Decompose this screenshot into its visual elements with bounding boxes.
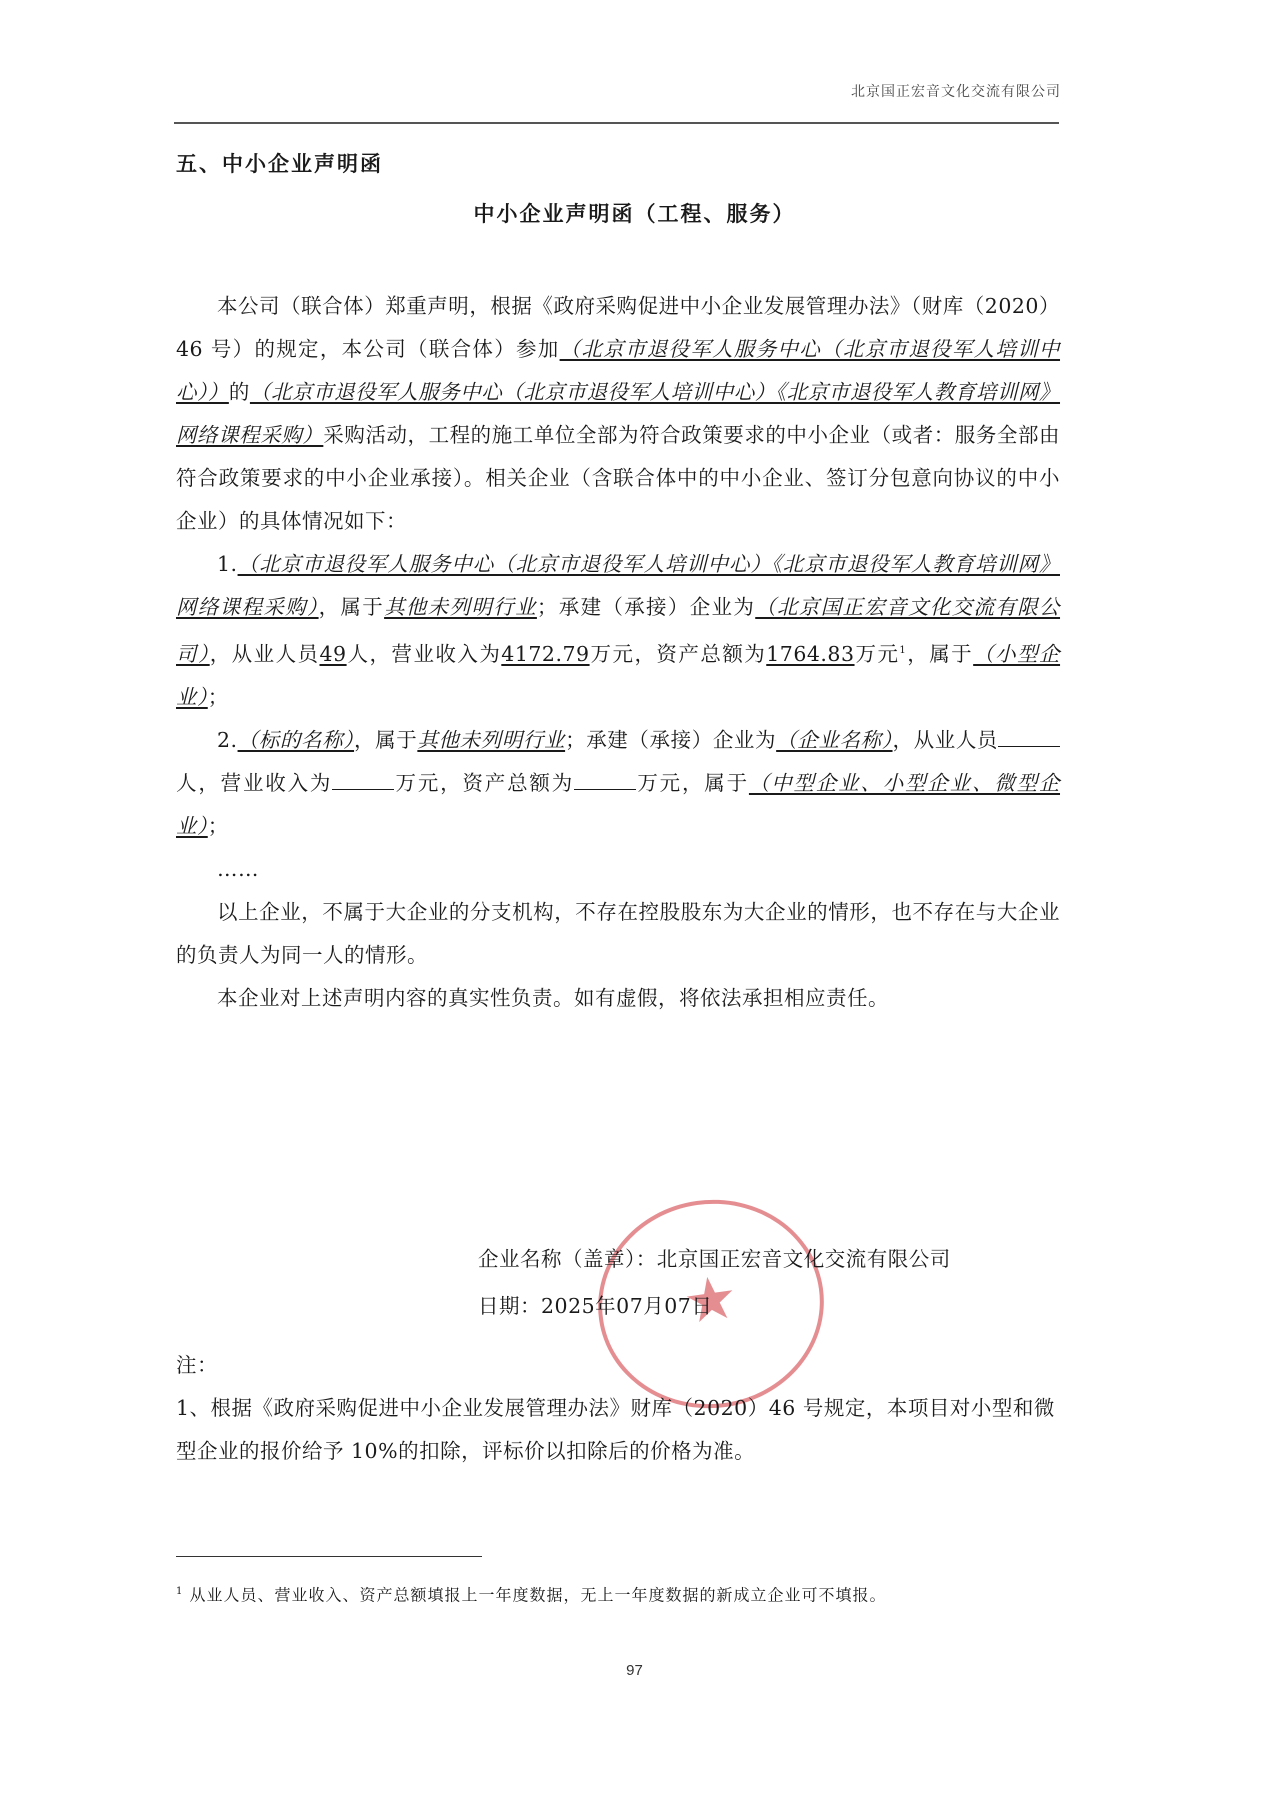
project-name: （北京市退役军人服务中心（北京市退役军人培训中心）《北京市退役军人教育培训网》网络课程采购） xyxy=(176,380,1061,447)
item2-revenue-label: 人，营业收入为 xyxy=(176,770,333,795)
item2-revenue-blank xyxy=(332,771,394,790)
header-divider xyxy=(174,122,1059,124)
item2-type-label: 万元，属于 xyxy=(636,770,749,795)
section-heading: 五、中小企业声明函 xyxy=(176,151,383,176)
item1-company: （北京国正宏音文化交流有限公司） xyxy=(176,595,1061,666)
seal-star-icon: ★ xyxy=(678,1261,742,1339)
item1-type: （小型企业） xyxy=(176,641,1061,709)
page-number: 97 xyxy=(626,1662,643,1679)
footnote-text: 从业人员、营业收入、资产总额填报上一年度数据，无上一年度数据的新成立企业可不填报。 xyxy=(189,1585,887,1605)
item2-assets-blank xyxy=(574,771,636,790)
responsibility-paragraph: 本企业对上述声明内容的真实性负责。如有虚假，将依法承担相应责任。 xyxy=(217,985,889,1010)
item1-assets-label: 万元，资产总额为 xyxy=(589,641,767,666)
note-block xyxy=(176,1344,1060,1473)
footnote-number: 1 xyxy=(176,1586,184,1597)
item1-assets-unit: 万元 xyxy=(854,641,900,666)
not-branch-paragraph: 以上企业，不属于大企业的分支机构，不存在控股股东为大企业的情形，也不存在与大企业的负责人为同一人的情形。 xyxy=(176,899,1060,967)
date-label: 日期： xyxy=(478,1294,541,1318)
footnote xyxy=(176,1578,1060,1609)
company-label: 企业名称（盖章）： xyxy=(478,1247,657,1271)
ellipsis: …… xyxy=(217,856,259,881)
item2-staff-blank xyxy=(998,728,1060,747)
item1-revenue-label: 人，营业收入为 xyxy=(346,641,502,666)
intro-connector: 的 xyxy=(228,380,250,404)
item2-assets-label: 万元，资产总额为 xyxy=(394,770,575,795)
item1-belongs: ，属于 xyxy=(318,595,385,619)
item2-contractor-label: ；承建（承接）企业为 xyxy=(565,727,777,752)
item2-company: （企业名称） xyxy=(776,727,893,752)
note-text: 1、根据《政府采购促进中小企业发展管理办法》财库（2020）46 号规定，本项目对小型和微型企业的报价给予 10%的扣除，评标价以扣除后的价格为准。 xyxy=(176,1396,1055,1463)
signature-block xyxy=(478,1236,951,1330)
item1-project: （北京市退役军人服务中心（北京市退役军人培训中心）《北京市退役军人教育培训网》网络课程采购） xyxy=(176,552,1060,619)
signature-company-line xyxy=(478,1236,951,1283)
item1-contractor-label: ；承建（承接）企业为 xyxy=(536,595,756,619)
signature-company: 北京国正宏音文化交流有限公司 xyxy=(656,1247,951,1271)
item2-type: （中型企业、小型企业、微型企业） xyxy=(176,770,1061,838)
item1-staff-label: ，从业人员 xyxy=(209,641,320,666)
intro-text-rest: 采购活动，工程的施工单位全部为符合政策要求的中小企业（或者：服务全部由符合政策要求的中小企业承接）。相关企业（含联合体中的中小企业、签订分包意向协议的中小企业）的具体情况如下： xyxy=(176,423,1061,533)
item-number: 2. xyxy=(217,727,238,752)
item2-belongs: ，属于 xyxy=(354,727,418,752)
item1-industry: 其他未列明行业 xyxy=(384,595,537,619)
item1-type-label: ，属于 xyxy=(906,641,974,666)
signature-date: 2025年07月07日 xyxy=(541,1294,713,1318)
item2-project: （标的名称） xyxy=(237,727,355,752)
footnote-reference: 1 xyxy=(899,645,907,656)
item2-industry: 其他未列明行业 xyxy=(417,727,566,752)
item1-assets: 1764.83 xyxy=(766,641,855,666)
intro-text: 本公司（联合体）郑重声明，根据《政府采购促进中小企业发展管理办法》（财库（2020）46 号）的规定，本公司（联合体）参加 xyxy=(176,294,1060,361)
intro-paragraph xyxy=(176,285,1060,543)
declaration-body xyxy=(176,285,1060,1020)
footnote-divider xyxy=(176,1556,482,1557)
header-company-name: 北京国正宏音文化交流有限公司 xyxy=(851,84,1061,100)
item1-revenue: 4172.79 xyxy=(501,641,590,666)
note-label: 注： xyxy=(176,1353,218,1377)
item2-staff-label: 从业人员 xyxy=(913,727,999,752)
enterprise-item-2 xyxy=(176,719,1060,848)
signature-date-line xyxy=(478,1283,951,1330)
enterprise-item-1 xyxy=(176,543,1060,719)
purchaser-name: （北京市退役军人服务中心（北京市退役军人培训中心）） xyxy=(176,337,1061,404)
item2-comma: ， xyxy=(892,727,914,752)
item1-staff: 49 xyxy=(319,641,347,666)
item1-end: ； xyxy=(207,684,229,709)
document-title: 中小企业声明函（工程、服务） xyxy=(473,201,796,226)
item-number: 1. xyxy=(217,552,238,576)
item2-end: ； xyxy=(207,813,229,838)
